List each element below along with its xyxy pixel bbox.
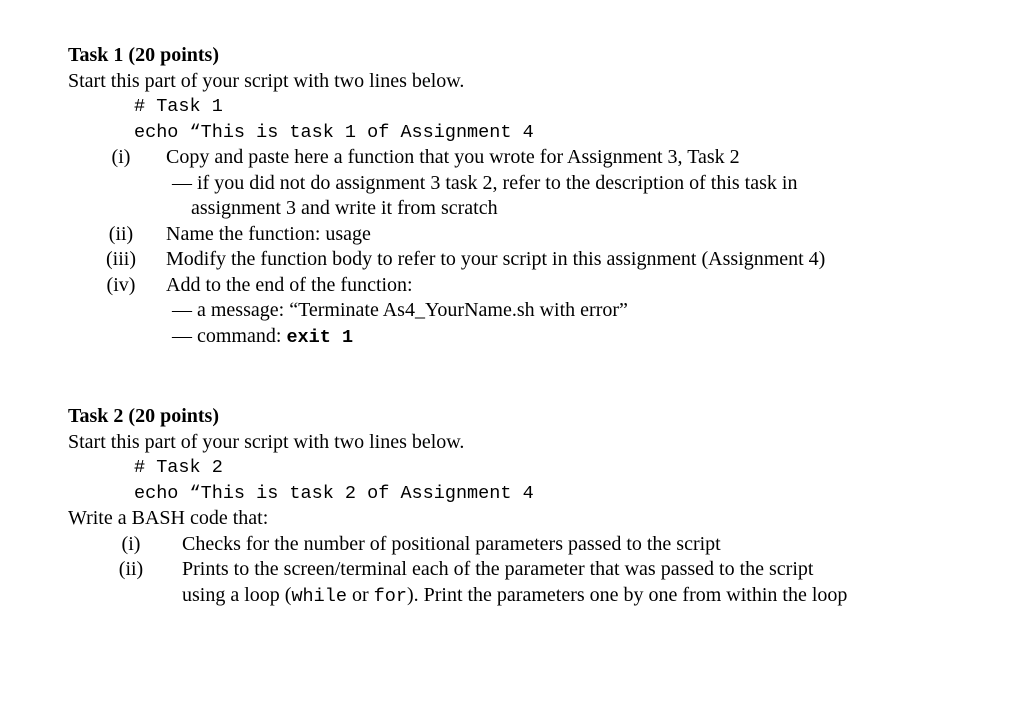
code-while: while xyxy=(291,585,347,607)
task-1-item-iv xyxy=(68,273,998,299)
text-after: ). Print the parameters one by one from within the loop xyxy=(406,583,848,606)
text-or: or xyxy=(346,583,374,606)
task-2-write-line: Write a BASH code that: xyxy=(68,507,269,529)
task-1-item-i-note-line-1 xyxy=(68,171,998,197)
item-number: (i) xyxy=(111,146,131,168)
task-1-code-line-1: # Task 1 xyxy=(134,96,223,117)
task-2-code-line-1: # Task 2 xyxy=(134,457,223,478)
task-1-item-iv-command xyxy=(68,324,998,350)
task-2-section xyxy=(68,404,998,608)
task-1-item-ii xyxy=(68,222,998,248)
task-1-item-iv-message xyxy=(68,298,998,324)
note-text: — if you did not do assignment 3 task 2, refer to the description of this task in xyxy=(172,171,798,194)
task-1-heading: Task 1 (20 points) xyxy=(68,44,219,66)
command-label: — command: xyxy=(172,324,287,347)
item-text: Add to the end of the function: xyxy=(166,273,413,296)
note-text: assignment 3 and write it from scratch xyxy=(191,197,498,219)
task-1-section xyxy=(68,43,998,349)
note-text: — a message: “Terminate As4_YourName.sh with error” xyxy=(172,299,628,321)
continuation-text xyxy=(182,583,847,610)
command-code: exit 1 xyxy=(286,326,354,348)
item-number: (ii) xyxy=(118,558,144,580)
task-1-item-i xyxy=(68,145,998,171)
item-number: (ii) xyxy=(108,222,134,245)
item-number: (iii) xyxy=(106,248,136,270)
text-before: using a loop ( xyxy=(182,583,292,606)
task-1-item-i-note-line-2 xyxy=(68,196,998,222)
task-2-heading: Task 2 (20 points) xyxy=(68,405,219,427)
item-text: Modify the function body to refer to your script in this assignment (Assignment 4) xyxy=(166,248,826,270)
item-text: Prints to the screen/terminal each of the parameter that was passed to the script xyxy=(182,558,814,580)
item-number: (iv) xyxy=(106,273,136,296)
item-text: Name the function: usage xyxy=(166,222,371,245)
task-1-code-line-2: echo “This is task 1 of Assignment 4 xyxy=(134,121,534,143)
task-2-intro: Start this part of your script with two lines below. xyxy=(68,430,465,453)
command-note xyxy=(172,324,353,351)
item-text: Copy and paste here a function that you wrote for Assignment 3, Task 2 xyxy=(166,146,740,168)
task-2-item-i xyxy=(68,532,998,558)
item-text: Checks for the number of positional parameters passed to the script xyxy=(182,532,721,555)
task-2-item-ii-continuation xyxy=(68,583,998,609)
task-1-item-iii xyxy=(68,247,998,273)
code-for: for xyxy=(373,585,407,607)
task-1-intro: Start this part of your script with two lines below. xyxy=(68,69,465,92)
task-2-item-ii xyxy=(68,557,998,583)
item-number: (i) xyxy=(121,532,141,555)
task-2-code-line-2: echo “This is task 2 of Assignment 4 xyxy=(134,482,534,504)
